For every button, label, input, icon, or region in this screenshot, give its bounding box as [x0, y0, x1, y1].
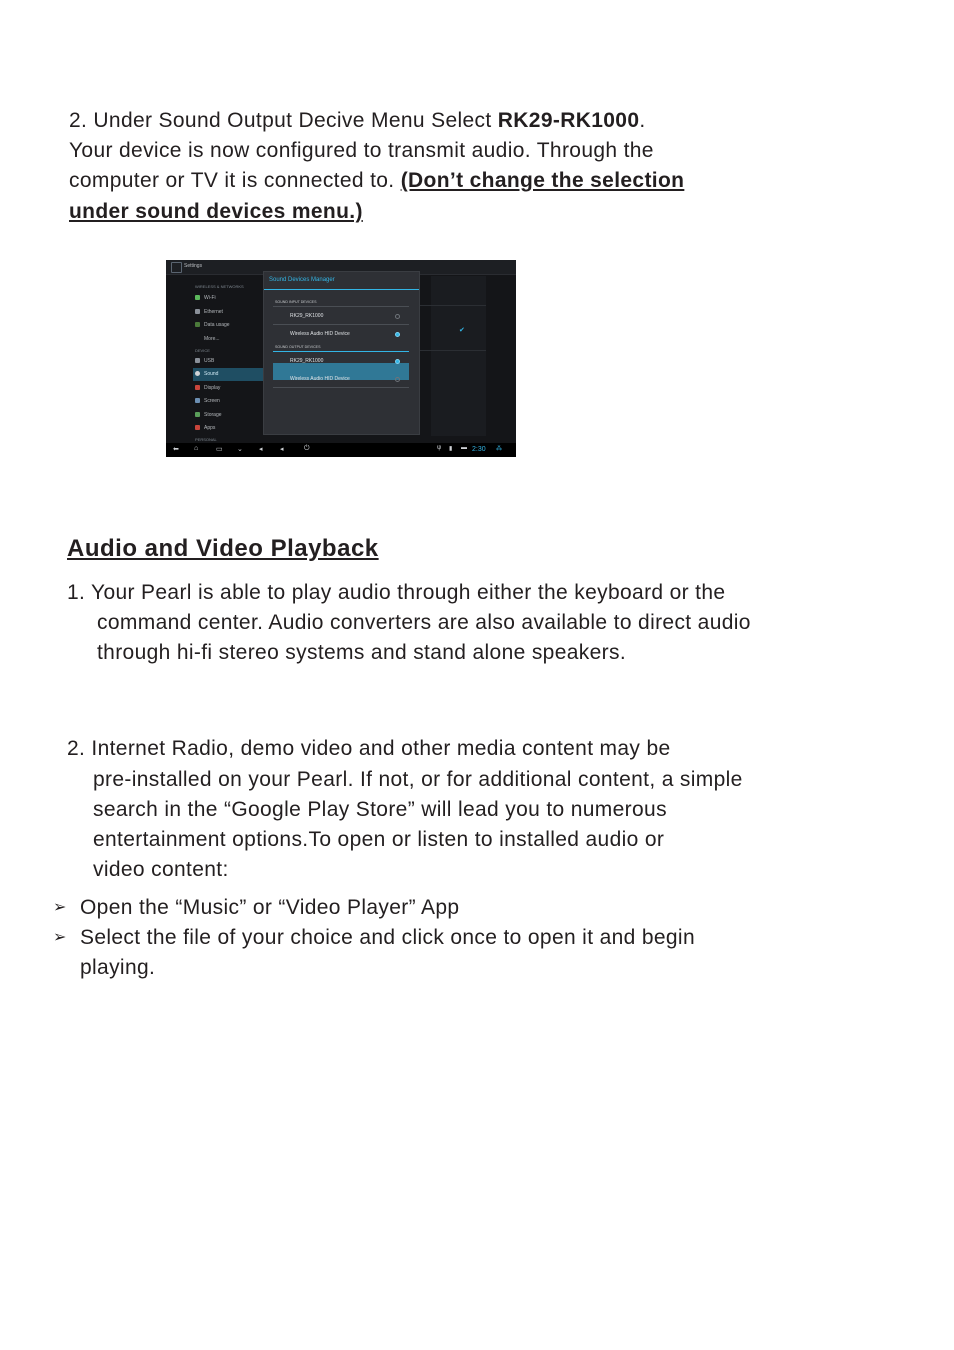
- display-icon: [195, 385, 200, 390]
- bullet-select-file: Select the file of your choice and click once to open it and begin: [80, 926, 695, 949]
- item2-line3: search in the “Google Play Store” will lead you to numerous: [93, 798, 667, 821]
- arrow-bullet-icon: ➢: [53, 929, 67, 946]
- notification-icon: ▬: [461, 445, 467, 451]
- screen-icon: [195, 398, 200, 403]
- step2-line2: Your device is now configured to transmit audio. Through the: [69, 139, 654, 162]
- input-devices-header: SOUND INPUT DEVICES: [275, 300, 317, 304]
- sidebar-item-screen[interactable]: Screen: [204, 398, 220, 404]
- power-icon[interactable]: ⏻: [304, 445, 310, 452]
- sdcard-status-icon: ▮: [449, 446, 453, 452]
- volume-up-icon[interactable]: ◂: [280, 446, 284, 453]
- step2-period: .: [639, 109, 646, 132]
- data-usage-icon: [195, 322, 200, 327]
- step2-text: 2. Under Sound Output Decive Menu Select: [69, 109, 498, 132]
- dialog-title: Sound Devices Manager: [269, 277, 335, 283]
- output-device-rk29[interactable]: RK29_RK1000: [290, 358, 324, 364]
- bullet-select-file-cont: playing.: [80, 956, 156, 979]
- item2-line2: pre-installed on your Pearl. If not, or for additional content, a simple: [93, 768, 743, 791]
- radio-icon[interactable]: [395, 377, 400, 382]
- radio-selected-icon[interactable]: [395, 359, 400, 364]
- item1-line1: 1. Your Pearl is able to play audio through either the keyboard or the: [67, 581, 726, 604]
- sidebar-item-sound[interactable]: Sound: [204, 371, 219, 377]
- usb-icon: [195, 358, 200, 363]
- section-wireless: WIRELESS & NETWORKS: [195, 284, 244, 289]
- ethernet-icon: [195, 309, 200, 314]
- apps-icon: [195, 425, 200, 430]
- back-icon[interactable]: ⬅: [173, 446, 179, 453]
- item1-line2: command center. Audio converters are also available to direct audio: [97, 611, 751, 634]
- sidebar-item-storage[interactable]: Storage: [204, 412, 222, 418]
- item2-line5: video content:: [93, 858, 229, 881]
- bullet-open-app: Open the “Music” or “Video Player” App: [80, 896, 460, 919]
- storage-icon: [195, 412, 200, 417]
- radio-icon[interactable]: [395, 314, 400, 319]
- sound-devices-screenshot: [166, 260, 516, 457]
- warning-text-cont: under sound devices menu.): [69, 200, 363, 223]
- usb-status-icon: ψ: [437, 445, 442, 451]
- divider: [273, 324, 409, 325]
- item2-line1: 2. Internet Radio, demo video and other media content may be: [67, 737, 671, 760]
- sidebar-item-data-usage[interactable]: Data usage: [204, 322, 230, 328]
- device-name: RK29-RK1000: [497, 109, 640, 132]
- network-icon: ⁂: [496, 446, 502, 452]
- step2-line1: [69, 106, 646, 136]
- radio-selected-icon[interactable]: [395, 332, 400, 337]
- sidebar-item-wifi[interactable]: Wi-Fi: [204, 295, 216, 301]
- sound-devices-dialog: [263, 271, 420, 435]
- warning-text: (Don’t change the selection: [400, 169, 685, 192]
- item2-line4: entertainment options.To open or listen to installed audio or: [93, 828, 665, 851]
- sidebar-item-display[interactable]: Display: [204, 385, 221, 391]
- recent-apps-icon[interactable]: ▭: [216, 446, 223, 453]
- item1-line3: through hi-fi stereo systems and stand alone speakers.: [97, 641, 627, 664]
- step2-line3: [69, 166, 684, 196]
- divider: [273, 306, 409, 307]
- divider: [273, 387, 409, 388]
- home-icon[interactable]: ⌂: [194, 445, 199, 452]
- status-clock: 2:30: [472, 446, 486, 453]
- arrow-bullet-icon: ➢: [53, 899, 67, 916]
- sound-icon: [195, 371, 200, 376]
- chevrons-down-icon[interactable]: ⌄: [237, 446, 243, 453]
- wifi-icon: [195, 295, 200, 300]
- settings-icon: [171, 262, 182, 273]
- step2-line3-text: computer or TV it is connected to.: [69, 169, 401, 192]
- output-devices-header: SOUND OUTPUT DEVICES: [275, 345, 321, 349]
- divider: [273, 351, 409, 352]
- sidebar-item-usb[interactable]: USB: [204, 358, 215, 364]
- section-personal: PERSONAL: [195, 437, 217, 442]
- sidebar-item-ethernet[interactable]: Ethernet: [204, 309, 223, 315]
- section-heading: Audio and Video Playback: [67, 535, 379, 562]
- dialog-title-divider: [264, 289, 419, 290]
- input-device-wireless[interactable]: Wireless Audio HID Device: [290, 331, 350, 337]
- settings-detail-pane: [431, 276, 486, 436]
- settings-title: Settings: [184, 263, 203, 269]
- section-device: DEVICE: [195, 348, 210, 353]
- sidebar-item-more[interactable]: More...: [204, 336, 220, 342]
- output-device-wireless[interactable]: Wireless Audio HID Device: [290, 376, 350, 382]
- check-icon: ✔: [459, 327, 465, 334]
- input-device-rk29[interactable]: RK29_RK1000: [290, 313, 324, 319]
- volume-down-icon[interactable]: ◂: [259, 446, 263, 453]
- sidebar-item-apps[interactable]: Apps: [204, 425, 216, 431]
- system-navbar: [166, 443, 516, 457]
